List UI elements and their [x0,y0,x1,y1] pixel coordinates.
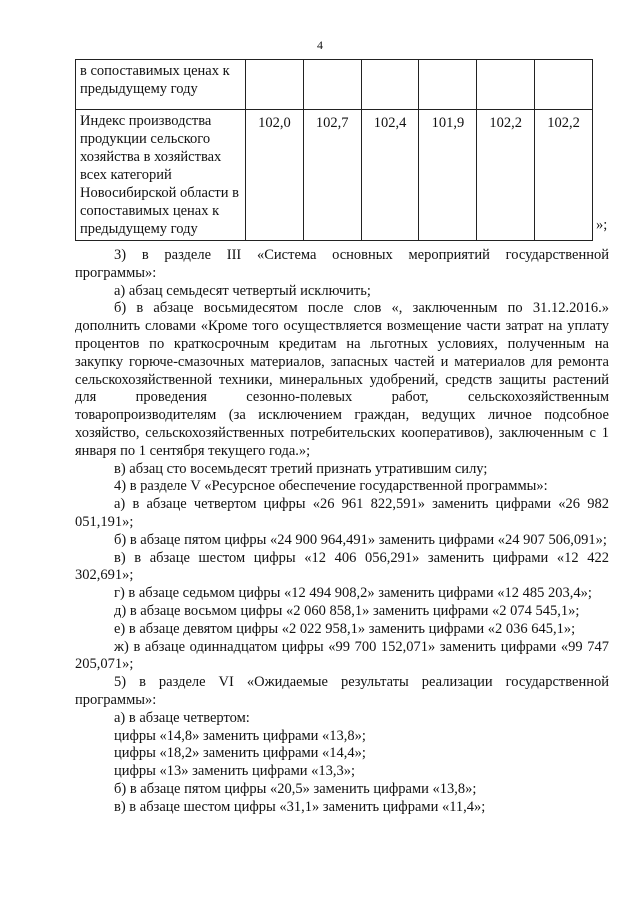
paragraph: б) в абзаце пятом цифры «24 900 964,491» заменить цифрами «24 907 506,091»; [114,531,607,548]
table-cell [535,60,593,110]
paragraph: а) абзац семьдесят четвертый исключить; [114,282,371,299]
paragraph: в) абзац сто восемьдесят третий признать утратившим силу; [114,460,488,477]
paragraph: в) в абзаце шестом цифры «31,1» заменить цифрами «11,4»; [114,798,486,815]
paragraph: 4) в разделе V «Ресурсное обеспечение государственной программы»: [114,478,548,495]
table-cell [246,60,304,110]
table-cell: 102,7 [303,110,361,241]
paragraph: е) в абзаце девятом цифры «2 022 958,1» заменить цифрами «2 036 645,1»; [114,620,576,637]
page-number: 4 [317,38,323,52]
paragraph: цифры «14,8» заменить цифрами «13,8»; [114,727,366,744]
table-cell: 102,0 [246,110,304,241]
paragraph: г) в абзаце седьмом цифры «12 494 908,2» заменить цифрами «12 485 203,4»; [114,585,592,602]
paragraph: цифры «13» заменить цифрами «13,3»; [114,763,356,780]
paragraph: в) в абзаце шестом цифры «12 406 056,291» заменить цифрами «12 422 302,691»; [75,549,609,584]
table-cell: 101,9 [419,110,477,241]
indicator-table [75,59,593,241]
paragraph: б) в абзаце пятом цифры «20,5» заменить цифрами «13,8»; [114,780,477,797]
table-closing-quote: »; [596,217,608,233]
paragraph: б) в абзаце восьмидесятом после слов «, заключенным по 31.12.2016.» дополнить словами «Кроме того осуществляется возмещение части затрат на уплату процентов по краткосрочным кредитам на льготных условиях, полученным на закупку горюче-смазочных материалов, запасных частей и материалов для ремонта сельскохозяйственной техники, минеральных удобрений, средств защиты растений для проведения сезонно-полевых работ, сельскохозяйственным товаропроизводителям (за исключением граждан, ведущих личное подсобное хозяйство, сельскохозяйственных потребительских кооперативов), заключенным с 1 января по 1 сентября текущего года.»; [75,300,609,459]
table-cell: 102,4 [361,110,419,241]
table-cell [477,60,535,110]
table-cell [303,60,361,110]
row-label: Индекс производства продукции сельского хозяйства в хозяйствах всех категорий Новосибирской области в сопоставимых ценах к предыдущему году [76,110,246,241]
table-row [76,110,593,241]
table-cell: 102,2 [477,110,535,241]
paragraph: ж) в абзаце одиннадцатом цифры «99 700 152,071» заменить цифрами «99 747 205,071»; [75,638,609,673]
paragraph: а) в абзаце четвертом цифры «26 961 822,591» заменить цифрами «26 982 051,191»; [75,496,609,530]
paragraph: 5) в разделе VI «Ожидаемые результаты реализации государственной программы»: [75,674,609,708]
paragraph: д) в абзаце восьмом цифры «2 060 858,1» заменить цифрами «2 074 545,1»; [114,602,580,619]
row-label: в сопоставимых ценах к предыдущему году [76,60,246,110]
amendment-text [75,247,609,817]
table-row [76,60,593,110]
paragraph: 3) в разделе III «Система основных мероприятий государственной программы»: [75,247,609,281]
paragraph: цифры «18,2» заменить цифрами «14,4»; [114,745,366,762]
table-cell [419,60,477,110]
paragraph: а) в абзаце четвертом: [114,709,250,726]
table-cell [361,60,419,110]
table-cell: 102,2 [535,110,593,241]
